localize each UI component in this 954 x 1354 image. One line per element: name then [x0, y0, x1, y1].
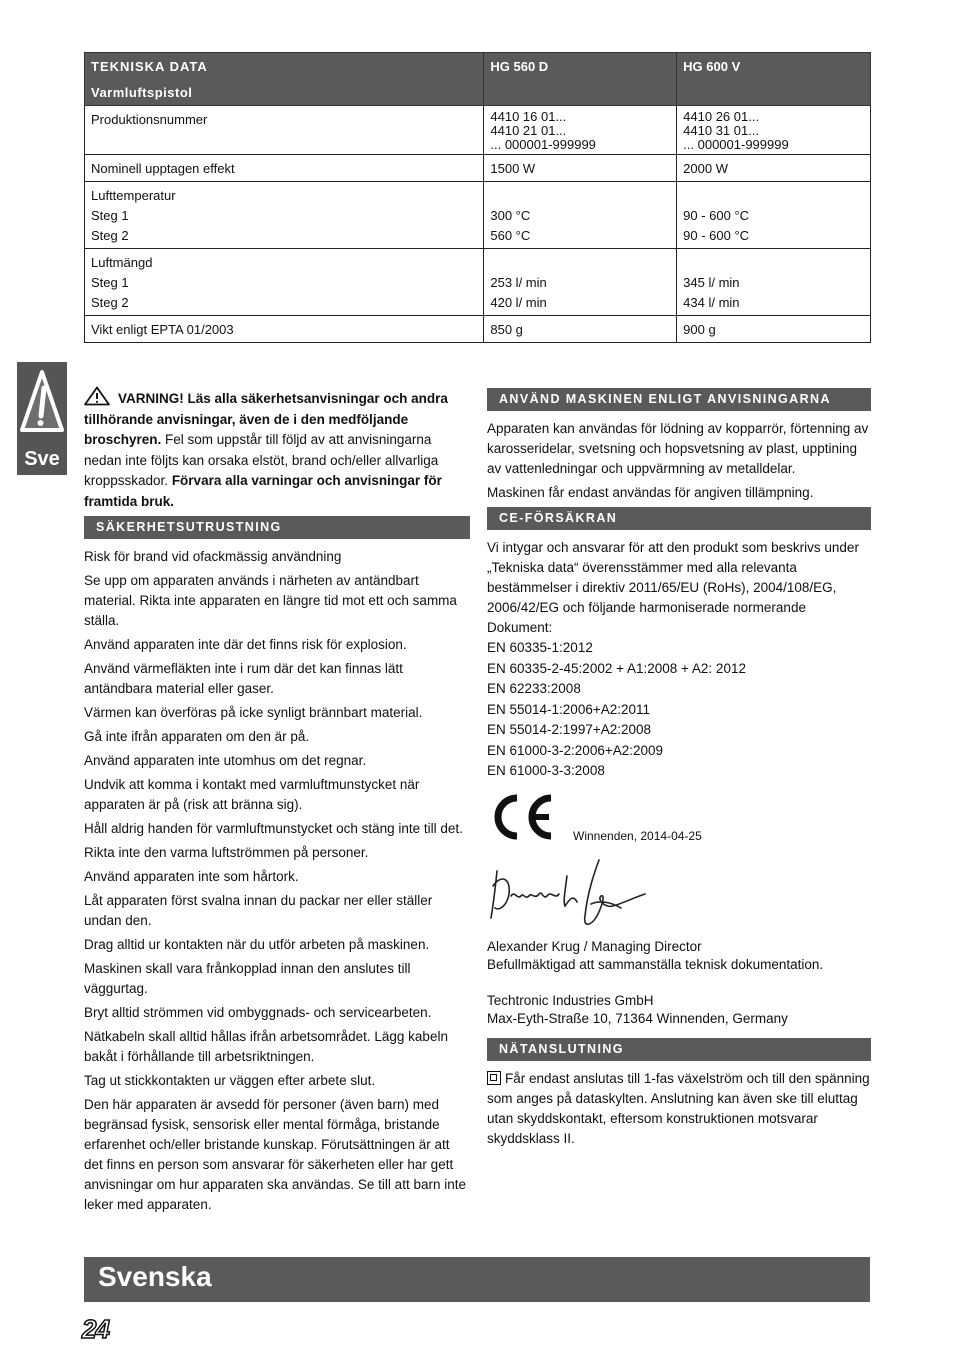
table-cell-line: Vikt enligt EPTA 01/2003: [91, 322, 234, 337]
table-value-cell: [677, 155, 871, 182]
table-row: [85, 316, 871, 343]
right-column: [487, 388, 871, 1153]
table-cell-line: 4410 21 01...: [490, 123, 567, 138]
safety-item: Rikta inte den varma luftströmmen på personer.: [84, 845, 369, 860]
usage-heading: ANVÄND MASKINEN ENLIGT ANVISNINGARNA: [487, 388, 871, 411]
spacer: [487, 974, 871, 992]
ce-mark-row: [487, 792, 871, 850]
table-value-cell: [484, 106, 677, 155]
table-label-cell: [85, 182, 484, 249]
table-cell-line: Nominell upptagen effekt: [91, 161, 235, 176]
safety-item: Använd apparaten inte där det finns risk för explosion.: [84, 637, 407, 652]
table-cell-line: 300 °C: [490, 208, 531, 223]
warning-triangle-icon: [20, 368, 64, 434]
table-cell-line: ... 000001-999999: [490, 137, 596, 152]
table-cell-line: 900 g: [683, 322, 716, 337]
safety-item: Värmen kan överföras på icke synligt brännbart material.: [84, 705, 423, 720]
ce-intro: Vi intygar och ansvarar för att den produkt som beskrivs under „Tekniska data“ överensstämmer med alla relevanta bestämmelser i direktiv 2011/65/EU (RoHs), 2004/108/EG, 2006/42/EG och följande harmoniserade normerande Dokument:: [487, 540, 859, 635]
table-cell-line: 850 g: [490, 322, 523, 337]
mains-paragraph: [487, 1069, 871, 1149]
table-cell-line: [490, 186, 670, 206]
table-value-cell: [677, 182, 871, 249]
table-cell-line: 420 l/ min: [490, 295, 547, 310]
left-column: [84, 386, 470, 1219]
ce-heading: CE-FÖRSÄKRAN: [487, 507, 871, 530]
ce-standard: EN 61000-3-3:2008: [487, 763, 605, 778]
table-cell-line: 560 °C: [490, 228, 531, 243]
table-value-cell: [484, 249, 677, 316]
safety-item: Drag alltid ur kontakten när du utför arbeten på maskinen.: [84, 937, 430, 952]
warning-bold-end: Förvara alla varningar och anvisningar för framtida bruk.: [84, 473, 442, 509]
tech-data-table: [84, 52, 871, 343]
signature-image: [487, 856, 657, 938]
safety-item: Håll aldrig handen för varmluftmunstycket och stäng inte till det.: [84, 821, 463, 836]
table-cell-line: [683, 186, 864, 206]
language-side-tab: [17, 362, 67, 475]
mains-text: Får endast anslutas till 1-fas växelström och till den spänning som anges på dataskylten. Anslutning kan även ske till eluttag utan skyddskontakt, eftersom konstruktionen motsvarar skyddsklass II.: [487, 1070, 870, 1146]
safety-list: [84, 547, 470, 1215]
safety-item: Maskinen skall vara frånkopplad innan den anslutes till väggurtag.: [84, 961, 411, 996]
table-row: [85, 106, 871, 155]
warning-icon: [84, 386, 110, 406]
ce-standard: EN 62233:2008: [487, 681, 581, 696]
table-cell-line: 4410 16 01...: [490, 109, 567, 124]
safety-item: Undvik att komma i kontakt med varmluftmunstycket när apparaten är på (risk att bränna sig).: [84, 777, 420, 812]
table-cell-line: Steg 1: [91, 208, 129, 223]
usage-paragraph: Maskinen får endast användas för angiven tillämpning.: [487, 485, 814, 500]
safety-item: Den här apparaten är avsedd för personer (även barn) med begränsad fysisk, sensorisk eller mental förmåga, bristande erfarenhet och/eller bristande kunskap. Förutsättningen är att det finns en person som ansvarar för säkerheten eller har gett anvisningar om hur apparaten ska användas. Se till att barn inte leker med apparaten.: [84, 1097, 466, 1212]
table-row: [85, 182, 871, 249]
usage-paragraph: Apparaten kan användas för lödning av kopparrör, förtenning av karosseridelar, svetsning och hopsvetsning av plast, upptining av vattenledningar och uppvärmning av metalldelar.: [487, 421, 869, 476]
double-insulation-icon: [487, 1071, 501, 1085]
table-cell-line: ... 000001-999999: [683, 137, 789, 152]
mains-heading: NÄTANSLUTNING: [487, 1038, 871, 1061]
ce-place-date: Winnenden, 2014-04-25: [573, 828, 702, 843]
table-cell-line: 2000 W: [683, 161, 728, 176]
signature: [487, 856, 871, 938]
table-cell-line: 345 l/ min: [683, 275, 740, 290]
table-cell-line: Steg 2: [91, 295, 129, 310]
ce-standard: EN 55014-1:2006+A2:2011: [487, 701, 651, 717]
table-cell-line: 4410 31 01...: [683, 123, 760, 138]
warning-bold-start: VARNING! Läs alla säkerhetsanvisningar och andra tillhörande anvisningar, även de i den medföljande broschyren.: [84, 391, 448, 447]
table-header-row: [85, 53, 871, 106]
table-header-cell: [85, 53, 484, 106]
ce-standards-list: [487, 638, 871, 782]
table-cell-line: Produktionsnummer: [91, 112, 208, 127]
table-cell-line: 90 - 600 °C: [683, 228, 750, 243]
table-value-cell: [677, 249, 871, 316]
ce-standard: EN 60335-1:2012: [487, 640, 593, 655]
table-cell-line: [683, 253, 864, 273]
table-value-cell: [484, 316, 677, 343]
company-name: Techtronic Industries GmbH: [487, 992, 654, 1008]
table-cell-line: 434 l/ min: [683, 295, 740, 310]
table-cell-line: Steg 2: [91, 228, 129, 243]
table-cell-line: 4410 26 01...: [683, 109, 760, 124]
safety-item: Gå inte ifrån apparaten om den är på.: [84, 729, 310, 744]
table-header-model-1: HG 560 D: [484, 53, 677, 106]
safety-item: Tag ut stickkontakten ur väggen efter arbete slut.: [84, 1073, 376, 1088]
table-cell-line: 90 - 600 °C: [683, 208, 750, 223]
authorized-text: Befullmäktigad att sammanställa teknisk dokumentation.: [487, 956, 824, 972]
ce-standard: EN 55014-2:1997+A2:2008: [487, 722, 652, 737]
safety-heading: SÄKERHETSUTRUSTNING: [84, 516, 470, 539]
side-tab-label: Sve: [24, 448, 60, 470]
footer-language-bar: [84, 1257, 870, 1302]
table-subtitle: Varmluftspistol: [91, 85, 193, 100]
table-label-cell: [85, 106, 484, 155]
footer-title: Svenska: [98, 1261, 212, 1292]
safety-item: Risk för brand vid ofackmässig användning: [84, 549, 342, 564]
signer-block: [487, 938, 871, 1028]
safety-item: Se upp om apparaten används i närheten av antändbart material. Rikta inte apparaten en längre tid mot ett och samma ställa.: [84, 573, 457, 628]
table-row: [85, 155, 871, 182]
table-value-cell: [677, 316, 871, 343]
safety-item: Använd värmefläkten inte i rum där det kan finnas lätt antändbara material eller gaser.: [84, 661, 403, 696]
table-header-model-2: HG 600 V: [677, 53, 871, 106]
warning-text: Fel som uppstår till följd av att anvisningarna nedan inte följts kan orsaka elstöt, brand och/eller allvarliga kroppsskador.: [84, 432, 439, 488]
table-value-cell: [677, 106, 871, 155]
table-row: [85, 249, 871, 316]
safety-item: Nätkabeln skall alltid hållas ifrån arbetsområdet. Lägg kabeln bakåt i förhållande till arbetsriktningen.: [84, 1029, 448, 1064]
table-cell-line: Luftmängd: [91, 255, 153, 270]
table-cell-line: 1500 W: [490, 161, 536, 176]
ce-standard: EN 61000-3-2:2006+A2:2009: [487, 742, 664, 758]
table-label-cell: [85, 316, 484, 343]
safety-item: Bryt alltid strömmen vid ombyggnads- och servicearbeten.: [84, 1005, 432, 1020]
table-cell-line: 253 l/ min: [490, 275, 547, 290]
table-value-cell: [484, 182, 677, 249]
safety-item: Låt apparaten först svalna innan du packar ner eller ställer undan den.: [84, 893, 433, 928]
signer-name: Alexander Krug / Managing Director: [487, 938, 702, 954]
warning-paragraph: [84, 386, 470, 512]
ce-mark-icon: [489, 792, 555, 842]
table-cell-line: Lufttemperatur: [91, 188, 176, 203]
company-address: Max-Eyth-Straße 10, 71364 Winnenden, Germany: [487, 1010, 788, 1026]
ce-standard: EN 60335-2-45:2002 + A1:2008 + A2: 2012: [487, 660, 746, 676]
table-cell-line: [490, 253, 670, 273]
page-number: 24: [82, 1314, 109, 1344]
table-cell-line: Steg 1: [91, 275, 129, 290]
table-title: TEKNISKA DATA: [91, 59, 208, 74]
table-label-cell: [85, 155, 484, 182]
safety-item: Använd apparaten inte utomhus om det regnar.: [84, 753, 367, 768]
table-value-cell: [484, 155, 677, 182]
table-label-cell: [85, 249, 484, 316]
safety-item: Använd apparaten inte som hårtork.: [84, 869, 299, 884]
